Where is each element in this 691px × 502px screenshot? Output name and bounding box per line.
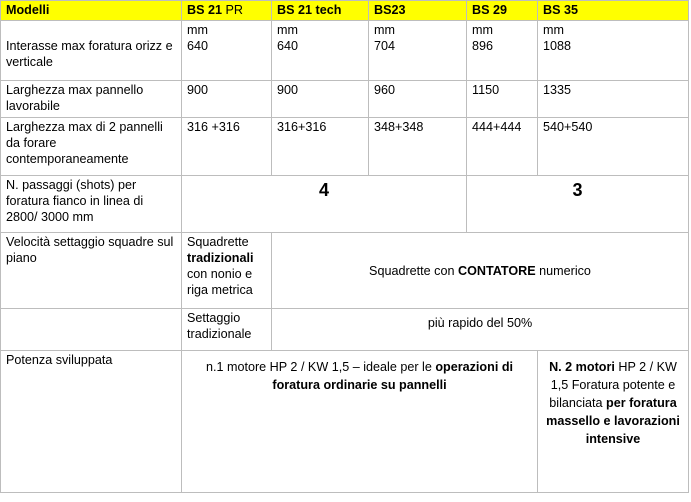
cell-value: 1335 [538, 81, 689, 118]
unit-label: mm [277, 23, 298, 37]
value-text: 640 [187, 39, 209, 53]
table-row [1, 118, 689, 176]
faster-setting-cell: più rapido del 50% [272, 309, 689, 351]
passaggi-value-bs29-bs35 [467, 176, 689, 233]
counter-squares-cell [272, 233, 689, 309]
traditional-squares-cell [182, 233, 272, 309]
unit-label: mm [187, 23, 208, 37]
row-label-velocita: Velocità settaggio squadre sul piano [1, 233, 182, 309]
header-bs21-tech: BS 21 tech [272, 1, 369, 21]
trad-text-bold: tradizionali [187, 251, 254, 265]
trad-text-post: con nonio e riga metrica [187, 267, 253, 297]
cell-value: 900 [272, 81, 369, 118]
cell-value: 540+540 [538, 118, 689, 176]
cell-value [272, 21, 369, 81]
table-row [1, 309, 689, 351]
value-text: 704 [374, 39, 396, 53]
unit-label: mm [543, 23, 564, 37]
table-row [1, 351, 689, 493]
cell-value: 900 [182, 81, 272, 118]
row-label-larghezza-due: Larghezza max di 2 pannelli da forare contemporaneamente [1, 118, 182, 176]
cell-value [467, 21, 538, 81]
cont-text-bold: CONTATORE [457, 263, 536, 278]
cell-value [182, 21, 272, 81]
table-row [1, 81, 689, 118]
dual-motor-cell [538, 351, 689, 493]
header-bs35: BS 35 [538, 1, 689, 21]
single-motor-text: n.1 motore HP 2 / KW 1,5 – ideale per le [205, 360, 436, 374]
row-label-potenza: Potenza sviluppata [1, 351, 182, 493]
header-bs21-suffix: PR [225, 3, 244, 17]
header-bs21 [182, 1, 272, 21]
cell-value: 960 [369, 81, 467, 118]
passaggi-value-bs21-bs23 [182, 176, 467, 233]
cell-value [369, 21, 467, 81]
cell-value [538, 21, 689, 81]
cont-text-pre: Squadrette con [369, 263, 458, 278]
table-header-row [1, 1, 689, 21]
table-row [1, 176, 689, 233]
row-label-larghezza-pannello: Larghezza max pannello lavorabile [1, 81, 182, 118]
value-text: 1088 [543, 39, 572, 53]
value-text: 896 [472, 39, 494, 53]
value-text: 640 [277, 39, 299, 53]
header-bs23: BS23 [369, 1, 467, 21]
unit-label: mm [472, 23, 493, 37]
row-label-settaggio [1, 309, 182, 351]
passaggi-count-a: 4 [318, 180, 329, 200]
dual-motor-text: HP 2 / KW 1,5 Foratura potente e bilanciata [549, 360, 677, 410]
header-bs29: BS 29 [467, 1, 538, 21]
cont-text-post: numerico [535, 263, 591, 278]
header-models: Modelli [1, 1, 182, 21]
cell-value: 316 +316 [182, 118, 272, 176]
trad-text-pre: Squadrette [187, 235, 249, 249]
cell-value: 444+444 [467, 118, 538, 176]
dual-motor-bold-lead: N. 2 motori [549, 360, 615, 374]
single-motor-bold: operazioni di foratura ordinarie su pannelli [272, 360, 514, 392]
passaggi-count-b: 3 [572, 180, 583, 200]
cell-value: 348+348 [369, 118, 467, 176]
header-bs21-name: BS 21 [187, 3, 223, 17]
row-label-interasse: Interasse max foratura orizz e verticale [1, 21, 182, 81]
cell-value: 316+316 [272, 118, 369, 176]
traditional-setting-cell: Settaggio tradizionale [182, 309, 272, 351]
table-row [1, 21, 689, 81]
unit-label: mm [374, 23, 395, 37]
table-row [1, 233, 689, 309]
row-label-passaggi: N. passaggi (shots) per foratura fianco in linea di 2800/ 3000 mm [1, 176, 182, 233]
dual-motor-bold-tail: per foratura massello e lavorazioni intensive [546, 396, 680, 446]
single-motor-cell [182, 351, 538, 493]
cell-value: 1150 [467, 81, 538, 118]
